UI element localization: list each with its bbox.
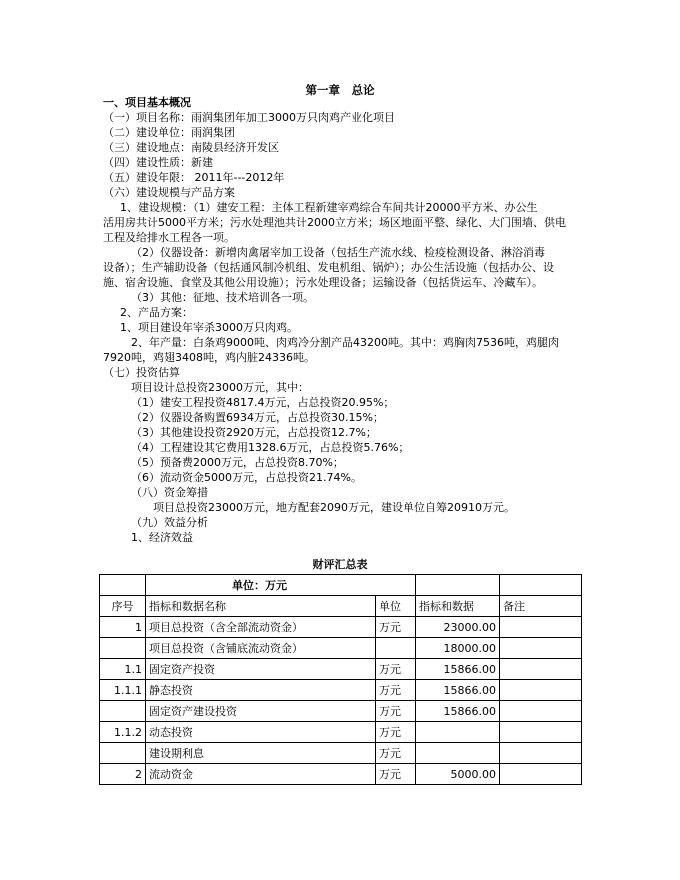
header-cell: 指标和数据 [416,596,500,617]
text-line: 1、项目建设年宰杀3000万只肉鸡。 [120,321,298,334]
row-unit: 万元 [376,617,416,638]
row-value [416,743,500,764]
text-line: （4）工程建设其它费用1328.6万元，占总投资5.76%； [131,441,410,454]
row-note [500,617,582,638]
row-note [500,701,582,722]
header-cell: 指标和数据名称 [146,596,376,617]
row-note [500,680,582,701]
row-unit: 万元 [376,659,416,680]
text-line: 7920吨，鸡翅3408吨，鸡内脏24336吨。 [103,351,315,364]
table-row [100,638,582,659]
summary-table [99,574,582,785]
text-line: （2）仪器设备购置6934万元，占总投资30.15%； [131,411,384,424]
section-heading: 一、项目基本概况 [103,96,191,109]
text-line: 项目总投资23000万元，地方配套2090万元，建设单位自筹20910万元。 [153,501,515,514]
row-name: 固定资产投资 [146,659,376,680]
row-name: 流动资金 [146,764,376,785]
text-line: （四）建设性质：新建 [103,156,213,169]
text-line: （三）建设地点：南陵县经济开发区 [103,141,279,154]
chapter-title: 第一章 总论 [305,83,375,97]
table-row [100,722,582,743]
text-line: （六）建设规模与产品方案 [103,186,235,199]
row-unit: 万元 [376,722,416,743]
row-name: 项目总投资（含全部流动资金） [146,617,376,638]
row-unit: 万元 [376,680,416,701]
text-line: 工程及给排水工程各一项。 [103,231,235,244]
row-unit: 万元 [376,701,416,722]
row-number: 1.1.1 [100,680,146,701]
row-value: 5000.00 [416,764,500,785]
text-line: 2、年产量：白条鸡9000吨、肉鸡冷分割产品43200吨。其中：鸡胸肉7536吨，鸡腿肉 [131,336,559,349]
text-line: 1、建设规模：（1）建安工程：主体工程新建宰鸡综合车间共计20000平方米、办公生 [120,201,538,214]
row-number: 1.1 [100,659,146,680]
text-line: 项目设计总投资23000万元，其中： [131,381,309,394]
row-value: 23000.00 [416,617,500,638]
text-line: 设备）；生产辅助设备（包括通风制冷机组、发电机组、锅炉）；办公生活设施（包括办公、设 [103,261,554,274]
table-title: 财评汇总表 [312,558,368,571]
row-value: 15866.00 [416,680,500,701]
table-row [100,617,582,638]
row-name: 项目总投资（含铺底流动资金） [146,638,376,659]
row-note [500,743,582,764]
text-line: 活用房共计5000平方米；污水处理池共计2000立方米；场区地面平整、绿化、大门围墙、供电 [103,216,566,229]
text-line: （3）其他建设投资2920万元，占总投资12.7%； [131,426,377,439]
table-unit-row [100,575,582,596]
row-value: 15866.00 [416,701,500,722]
text-line: （二）建设单位：雨润集团 [103,126,235,139]
text-line: （6）流动资金5000万元，占总投资21.74%。 [131,471,362,484]
row-note [500,722,582,743]
row-note [500,638,582,659]
text-line: （九）效益分析 [131,516,208,529]
row-note [500,764,582,785]
row-number: 2 [100,764,146,785]
unit-label: 单位：万元 [146,575,416,596]
text-line: （八）资金筹措 [131,486,208,499]
text-line: （2）仪器设备：新增肉禽屠宰加工设备（包括生产流水线、检疫检测设备、淋浴消毒 [131,246,545,259]
row-value: 18000.00 [416,638,500,659]
row-note [500,659,582,680]
text-line: （5）预备费2000万元，占总投资8.70%； [131,456,344,469]
row-name: 建设期利息 [146,743,376,764]
row-name: 固定资产建设投资 [146,701,376,722]
header-cell: 序号 [100,596,146,617]
table-row [100,743,582,764]
text-line: 施、宿舍设施、食堂及其他公用设施）；污水处理设备；运输设备（包括货运车、冷藏车）。 [103,276,543,289]
row-name: 动态投资 [146,722,376,743]
row-number [100,638,146,659]
row-value: 15866.00 [416,659,500,680]
text-line: （3）其他：征地、技术培训各一项。 [131,291,314,304]
row-number [100,743,146,764]
row-unit [376,638,416,659]
row-number: 1 [100,617,146,638]
text-line: （五）建设年限： 2011年---2012年 [103,171,285,184]
row-number [100,701,146,722]
table-header-row [100,596,582,617]
row-unit: 万元 [376,743,416,764]
header-cell: 备注 [500,596,582,617]
header-cell: 单位 [376,596,416,617]
text-line: 1、经济效益 [131,531,193,544]
table-row [100,680,582,701]
row-name: 静态投资 [146,680,376,701]
text-line: （1）建安工程投资4817.4万元，占总投资20.95%； [131,396,395,409]
text-line: 2、产品方案： [120,306,193,319]
table-row [100,701,582,722]
table-row [100,659,582,680]
text-line: （七）投资估算 [103,366,180,379]
row-number: 1.1.2 [100,722,146,743]
table-row [100,764,582,785]
text-line: （一）项目名称：雨润集团年加工3000万只肉鸡产业化项目 [103,111,395,124]
row-value [416,722,500,743]
row-unit: 万元 [376,764,416,785]
